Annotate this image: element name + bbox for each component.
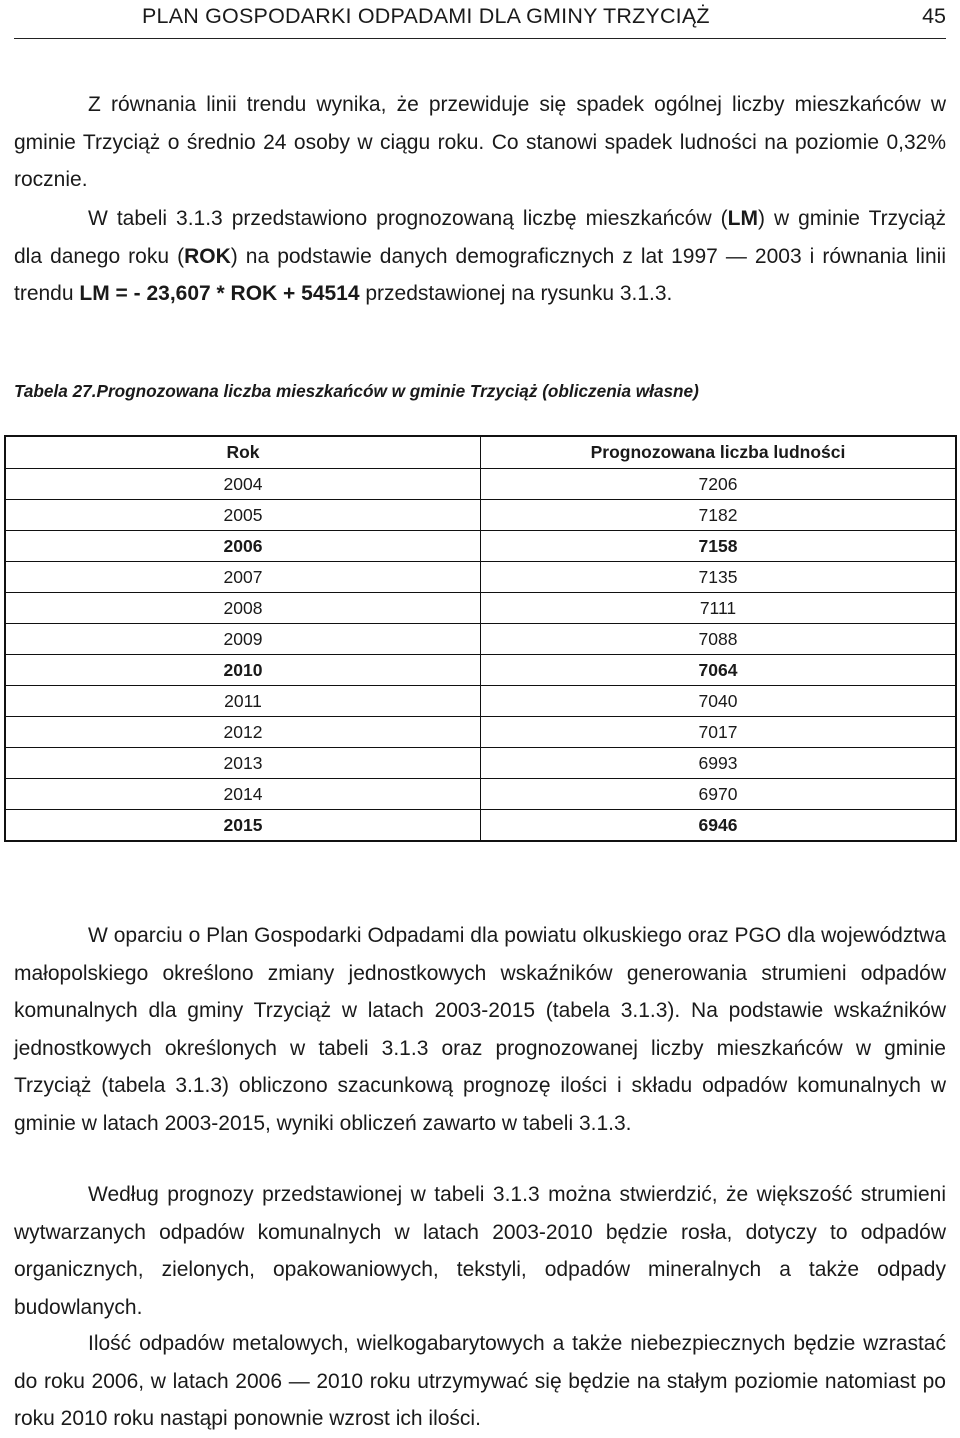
year-cell: 2011 (5, 686, 481, 717)
population-cell: 7158 (481, 531, 957, 562)
page-number: 45 (922, 4, 946, 28)
year-cell: 2005 (5, 500, 481, 531)
table-row (5, 562, 956, 593)
table-body (5, 469, 956, 842)
paragraph-waste-indicators-text: W oparciu o Plan Gospodarki Odpadami dla powiatu olkuskiego oraz PGO dla województwa małopolskiego określono zmiany jednostkowych wskaźników generowania strumieni odpadów komunalnych dla gminy Trzyciąż w latach 2003-2015 (tabela 3.1.3). Na podstawie wskaźników jednostkowych określonych w tabeli 3.1.3 oraz prognozowanej liczby mieszkańców w gminie Trzyciąż (tabela 3.1.3) obliczono szacunkową prognozę ilości i składu odpadów komunalnych w gminie w latach 2003-2015, wyniki obliczeń zawarto w tabeli 3.1.3. (14, 924, 946, 1135)
population-cell: 7182 (481, 500, 957, 531)
table-row (5, 624, 956, 655)
year-cell: 2012 (5, 717, 481, 748)
paragraph-metal-waste-text: Ilość odpadów metalowych, wielkogabarytowych a także niebezpiecznych będzie wzrastać do roku 2006, w latach 2006 — 2010 roku utrzymywać się będzie na stałym poziomie natomiast po roku 2010 roku nastąpi ponownie wzrost ich ilości. (14, 1332, 946, 1431)
text-segment: ) w gminie Trzyciąż dla danego roku ( (14, 207, 946, 268)
population-cell: 6946 (481, 810, 957, 842)
table-row (5, 655, 956, 686)
bold-term-lm: LM (727, 207, 758, 230)
population-cell: 6970 (481, 779, 957, 810)
year-cell: 2009 (5, 624, 481, 655)
paragraph-trend-text: Z równania linii trendu wynika, że przewiduje się spadek ogólnej liczby mieszkańców w gminie Trzyciąż o średnio 24 osoby w ciągu roku. Co stanowi spadek ludności na poziomie 0,32% rocznie. (14, 93, 946, 192)
table-row (5, 748, 956, 779)
table-caption: Tabela 27.Prognozowana liczba mieszkańców w gminie Trzyciąż (obliczenia własne) (14, 381, 699, 401)
table-row (5, 531, 956, 562)
table-row (5, 593, 956, 624)
population-cell: 7017 (481, 717, 957, 748)
table-header-row (5, 436, 956, 469)
population-cell: 7206 (481, 469, 957, 500)
text-segment: przedstawionej na rysunku 3.1.3. (359, 282, 673, 306)
column-header-population: Prognozowana liczba ludności (481, 436, 957, 469)
year-cell: 2015 (5, 810, 481, 842)
table-row (5, 469, 956, 500)
bold-term-rok: ROK (184, 244, 231, 268)
year-cell: 2010 (5, 655, 481, 686)
population-cell: 6993 (481, 748, 957, 779)
column-header-year: Rok (5, 436, 481, 469)
population-forecast-table (4, 435, 957, 842)
page-header (14, 0, 946, 39)
population-cell: 7111 (481, 593, 957, 624)
bold-equation: LM = - 23,607 * ROK + 54514 (79, 282, 360, 306)
paragraph-waste-indicators (14, 917, 946, 1143)
paragraph-trend-conclusion (14, 86, 946, 199)
year-cell: 2004 (5, 469, 481, 500)
table-row (5, 717, 956, 748)
population-cell: 7088 (481, 624, 957, 655)
population-cell: 7064 (481, 655, 957, 686)
paragraph-forecast-growth-text: Według prognozy przedstawionej w tabeli 3.1.3 można stwierdzić, że większość strumieni wytwarzanych odpadów komunalnych w latach 2003-2010 będzie rosła, dotyczy to odpadów organicznych, zielonych, opakowaniowych, tekstyli, odpadów mineralnych a także odpady budowlanych. (14, 1183, 946, 1319)
paragraph-table-intro (14, 200, 946, 313)
year-cell: 2007 (5, 562, 481, 593)
table-row (5, 779, 956, 810)
table-row (5, 686, 956, 717)
text-segment: ) na podstawie danych demograficznych z lat 1997 — 2003 i równania linii trendu (14, 244, 946, 306)
population-cell: 7135 (481, 562, 957, 593)
table-row (5, 810, 956, 842)
paragraph-forecast-growth (14, 1176, 946, 1326)
year-cell: 2013 (5, 748, 481, 779)
paragraph-metal-waste (14, 1325, 946, 1438)
year-cell: 2008 (5, 593, 481, 624)
document-title: PLAN GOSPODARKI ODPADAMI DLA GMINY TRZYCIĄŻ (142, 4, 710, 28)
year-cell: 2006 (5, 531, 481, 562)
text-segment: W tabeli 3.1.3 przedstawiono prognozowaną liczbę mieszkańców ( (88, 207, 728, 230)
year-cell: 2014 (5, 779, 481, 810)
table-row (5, 500, 956, 531)
population-cell: 7040 (481, 686, 957, 717)
